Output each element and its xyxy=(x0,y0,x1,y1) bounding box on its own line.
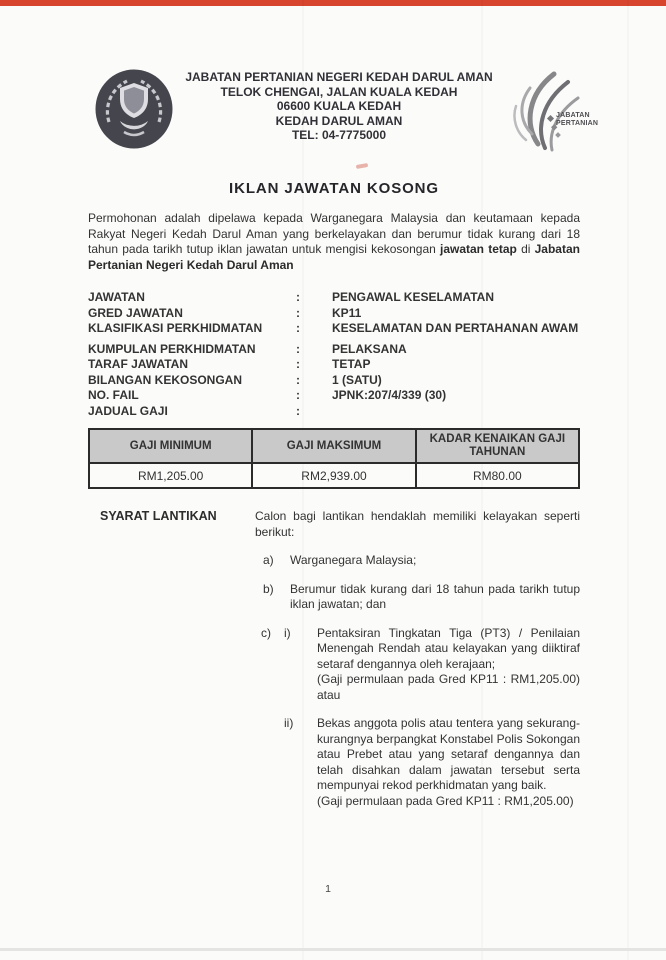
colon: : xyxy=(296,341,300,356)
colon: : xyxy=(296,403,300,418)
colon: : xyxy=(296,321,300,335)
detail-label: JAWATAN xyxy=(88,290,145,304)
detail-value: PENGAWAL KESELAMATAN xyxy=(332,290,495,304)
detail-value: 1 (SATU) xyxy=(332,372,382,387)
scan-edge-line xyxy=(0,948,666,951)
detail-row-bilangan xyxy=(88,373,580,389)
detail-label: KUMPULAN PERKHIDMATAN xyxy=(88,341,256,356)
sublist-text: Bekas anggota polis atau tentera yang sekurang-kurangnya berpangkat Konstabel Polis Sokongan atau Prebet atau yang setaraf dengannya dan telah disahkan dalam jawatan tersebut serta mempunyai rekod perkhidmatan yang baik. (Gaji permulaan pada Gred KP11 : RM1,205.00) xyxy=(317,716,580,808)
detail-value xyxy=(332,404,580,420)
detail-label: BILANGAN KEKOSONGAN xyxy=(88,372,243,387)
address-line: TELOK CHENGAI, JALAN KUALA KEDAH xyxy=(220,84,458,99)
section-body xyxy=(255,509,580,809)
phone-line: TEL: 04-7775000 xyxy=(291,128,387,142)
detail-label: JADUAL GAJI xyxy=(88,403,168,418)
list-item-a xyxy=(255,553,580,569)
colon: : xyxy=(296,388,300,402)
detail-label: TARAF JAWATAN xyxy=(88,357,188,371)
sublist-marker: ii) xyxy=(284,716,294,730)
intro-text: Permohonan adalah dipelawa kepada Warganegara Malaysia dan keutamaan kepada Rakyat Negeri Kedah Darul Aman yang berkelayakan dan berumur tidak kurang dari 18 tahun pada tarikh tutup iklan jawatan untuk mengisi kekosongan xyxy=(88,211,580,256)
letterhead-address xyxy=(158,70,520,143)
detail-row-nofail xyxy=(88,388,580,404)
col-header-gaji-maksimum: GAJI MAKSIMUM xyxy=(252,429,415,463)
detail-value: KESELAMATAN DAN PERTAHANAN AWAM xyxy=(332,321,579,335)
scan-streak xyxy=(627,0,629,960)
cell-kadar-kenaikan: RM80.00 xyxy=(416,463,579,488)
intro-bold-jawatan-tetap: jawatan tetap xyxy=(440,242,517,256)
detail-value: JPNK:207/4/339 (30) xyxy=(332,388,447,402)
detail-row-jadualgaji xyxy=(88,404,580,420)
detail-row-gred xyxy=(88,306,580,322)
dept-logo-caption: JABATAN PERTANIAN xyxy=(556,112,599,127)
detail-label: KLASIFIKASI PERKHIDMATAN xyxy=(88,321,263,335)
list-marker: b) xyxy=(263,581,274,596)
gaji-note: (Gaji permulaan pada Gred KP11 : RM1,205.00) xyxy=(317,793,574,808)
intro-paragraph: Permohonan adalah dipelawa kepada Warganegara Malaysia dan keutamaan kepada Rakyat Negeri Kedah Darul Aman yang berkelayakan dan berumur tidak kurang dari 18 tahun pada tarikh tutup iklan jawatan untuk mengisi kekosongan jawatan tetap di Jabatan Pertanian Negeri Kedah Darul Aman xyxy=(88,211,580,272)
syarat-lantikan-section xyxy=(88,509,580,809)
list-text: Warganegara Malaysia; xyxy=(290,553,417,567)
list-text: Berumur tidak kurang dari 18 tahun pada tarikh tutup iklan jawatan; dan xyxy=(290,581,580,611)
address-line: 06600 KUALA KEDAH xyxy=(276,99,402,113)
syarat-intro: Calon bagi lantikan hendaklah memiliki kelayakan seperti berikut: xyxy=(255,509,580,539)
list-marker: a) xyxy=(263,553,274,567)
section-heading: SYARAT LANTIKAN xyxy=(100,509,217,523)
document-content xyxy=(88,6,599,809)
jabatan-pertanian-logo xyxy=(508,60,608,164)
col-header-gaji-minimum: GAJI MINIMUM xyxy=(89,429,252,463)
salary-table-header-row xyxy=(89,429,579,463)
detail-row-jawatan xyxy=(88,290,580,306)
page-title: IKLAN JAWATAN KOSONG xyxy=(229,180,439,197)
address-line: KEDAH DARUL AMAN xyxy=(275,113,403,128)
org-name: JABATAN PERTANIAN NEGERI KEDAH DARUL AMAN xyxy=(185,70,493,84)
detail-row-klasifikasi xyxy=(88,321,580,337)
list-item-c-i xyxy=(255,626,580,704)
detail-value: PELAKSANA xyxy=(332,341,407,356)
detail-label: NO. FAIL xyxy=(88,388,139,402)
list-marker: c) xyxy=(261,625,271,640)
sublist-marker: i) xyxy=(284,625,291,640)
intro-bold-org: Jabatan Pertanian Negeri Kedah Darul Aman xyxy=(88,242,580,272)
colon: : xyxy=(296,372,300,387)
sublist-text: Pentaksiran Tingkatan Tiga (PT3) / Penilaian Menengah Rendah atau kelayakan yang diiktiraf setaraf dengannya oleh kerajaan; (Gaji permulaan pada Gred KP11 : RM1,205.00) atau xyxy=(317,625,580,702)
list-item-b xyxy=(255,582,580,613)
cell-gaji-minimum: RM1,205.00 xyxy=(89,463,252,488)
letterhead xyxy=(88,62,599,166)
detail-value: TETAP xyxy=(332,357,371,371)
detail-row-taraf xyxy=(88,357,580,373)
colon: : xyxy=(296,290,300,304)
red-pen-mark xyxy=(356,163,369,169)
detail-row-kumpulan xyxy=(88,342,580,358)
colon: : xyxy=(296,305,300,320)
job-details-list xyxy=(88,290,580,419)
detail-value: KP11 xyxy=(332,305,362,320)
col-header-kadar-kenaikan: KADAR KENAIKAN GAJI TAHUNAN xyxy=(416,429,579,463)
cell-gaji-maksimum: RM2,939.00 xyxy=(252,463,415,488)
colon: : xyxy=(296,357,300,371)
gaji-note: (Gaji permulaan pada Gred KP11 : RM1,205.00) atau xyxy=(317,672,580,702)
salary-table xyxy=(88,428,580,489)
list-item-c-ii xyxy=(284,716,580,809)
page-number: 1 xyxy=(325,883,331,895)
salary-table-value-row xyxy=(89,463,579,488)
detail-label: GRED JAWATAN xyxy=(88,305,183,320)
